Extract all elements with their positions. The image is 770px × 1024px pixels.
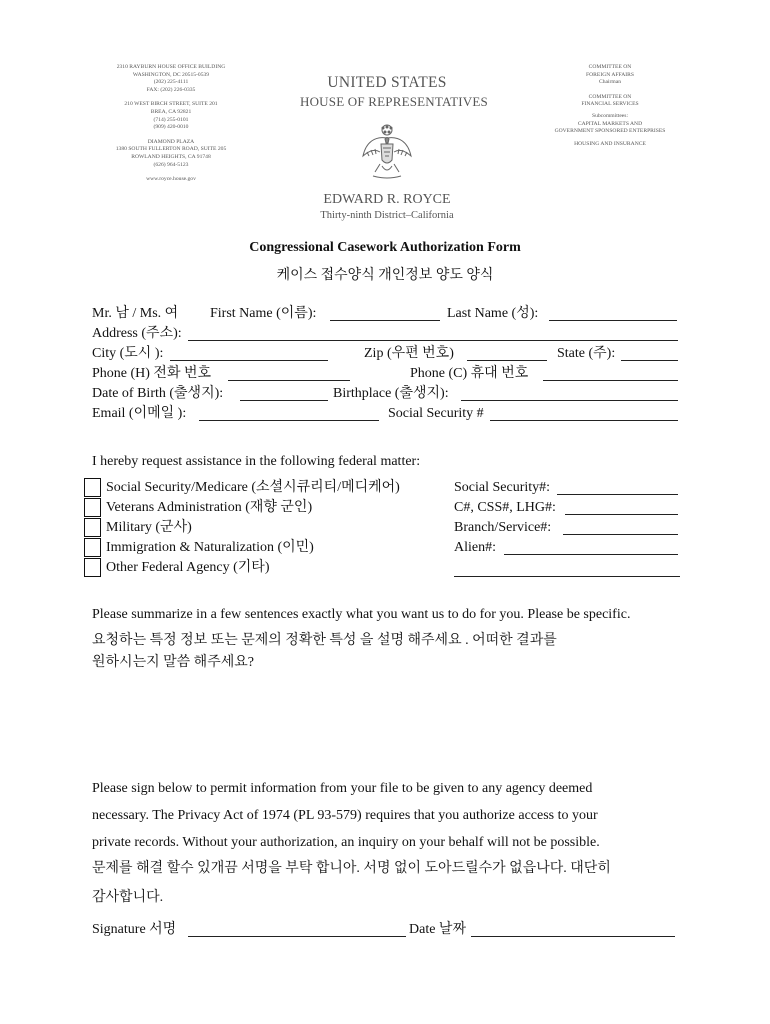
address-line: BREA, CA 92821 [150,108,192,115]
committee-line: COMMITTEE ON [588,93,632,100]
first-name-label: First Name (이름): [210,306,317,321]
other-agency-field[interactable] [454,561,680,577]
zip-field[interactable] [467,345,547,361]
option-label: Social Security/Medicare (소셜시큐리티/메디케어) [106,480,400,495]
city-label: City (도시 ): [92,346,164,361]
phone-home-field[interactable] [228,365,350,381]
dob-label: Date of Birth (출생지): [92,386,224,401]
summary-instruction-ko: 요청하는 특정 정보 또는 문제의 정확한 특성 을 설명 해주세요 . 어떠한 결과를 [92,633,557,648]
district: Thirty-ninth District–California [320,210,454,221]
email-label: Email (이메일 ): [92,406,187,421]
dc-address [96,64,246,94]
option-label: Immigration & Naturalization (이민) [106,540,314,555]
mr-ms-label: Mr. 남 / Ms. 여 [92,306,179,321]
address-line: 1380 SOUTH FULLERTON ROAD, SUITE 205 [115,146,227,153]
birthplace-field[interactable] [461,385,678,401]
alien-number-field[interactable] [504,539,678,555]
address-line: 210 WEST BIRCH STREET, SUITE 201 [124,101,218,108]
first-name-field[interactable] [330,305,440,321]
committee-line: Subcommittees: [591,112,629,119]
city-field[interactable] [170,345,328,361]
other-agency-checkbox[interactable] [84,558,101,577]
privacy-text-2: necessary. The Privacy Act of 1974 (PL 93-579) requires that you authorize access to your [92,808,598,823]
address-field[interactable] [188,325,678,341]
committee-line: FOREIGN AFFAIRS [586,71,634,78]
state-field[interactable] [621,345,678,361]
claim-number-field[interactable] [565,499,678,515]
website: www.royce.house.gov [146,176,196,183]
address-line: ROWLAND HEIGHTS, CA 91748 [131,153,211,160]
social-security-checkbox[interactable] [84,478,101,497]
form-title: Congressional Casework Authorization Form [249,240,521,255]
privacy-text-ko-1: 문제를 해결 할수 있개끔 서명을 부탁 합니아. 서명 없이 도아드릴수가 없읍나다. 대단히 [92,861,611,876]
email-field[interactable] [199,405,379,421]
veterans-checkbox[interactable] [84,498,101,517]
form-subtitle: 케이스 접수양식 개인정보 양도 양식 [276,268,494,283]
address-line: 2310 RAYBURN HOUSE OFFICE BUILDING [116,64,226,70]
address-line: WASHINGTON, DC 20515-0539 [132,71,210,78]
office-addresses [96,64,246,184]
privacy-text-1: Please sign below to permit information from your file to be given to any agency deemed [92,781,593,796]
representative-name: EDWARD R. ROYCE [323,192,451,207]
branch-service-field[interactable] [563,519,678,535]
address-line: FAX: (202) 226-0335 [146,86,196,93]
privacy-text-ko-2: 감사합니다. [92,890,164,905]
eagle-seal-icon [361,122,413,182]
dob-field[interactable] [240,385,328,401]
letterhead-title [300,73,488,110]
title-line-1: UNITED STATES [327,74,447,91]
option-label: Military (군사) [106,520,192,535]
option-label: Veterans Administration (재향 군인) [106,500,313,515]
option-field-label: Branch/Service#: [454,520,552,535]
date-field[interactable] [471,921,675,937]
social-security-number-field[interactable] [557,479,678,495]
last-name-label: Last Name (성): [447,306,539,321]
phone-cell-field[interactable] [543,365,678,381]
phone-home-label: Phone (H) 전화 번호 [92,366,212,381]
state-label: State (주): [557,346,616,361]
committee-line: Chairman [598,79,622,86]
request-intro: I hereby request assistance in the following federal matter: [92,454,421,469]
option-field-label: Social Security#: [454,480,551,495]
ssn-label: Social Security # [388,406,484,421]
birthplace-label: Birthplace (출생지): [333,386,449,401]
address-line: (626) 964-5123 [153,161,189,168]
immigration-checkbox[interactable] [84,538,101,557]
option-field-label: C#, CSS#, LHG#: [454,500,556,515]
privacy-text-3: private records. Without your authorization, an inquiry on your behalf will not be possible. [92,835,600,850]
committee-line: COMMITTEE ON [588,64,632,70]
committees [548,64,672,148]
signature-label: Signature 서명 [92,922,177,937]
ssn-field[interactable] [490,405,678,421]
summary-instruction: Please summarize in a few sentences exactly what you want us to do for you. Please be specific. [92,607,631,622]
address-line: (909) 420-0010 [153,124,189,131]
committee-line: HOUSING AND INSURANCE [574,140,646,147]
rowland-address [96,139,246,169]
brea-address [96,101,246,131]
summary-instruction-ko-2: 원하시는지 말씀 해주세요? [92,655,254,670]
military-checkbox[interactable] [84,518,101,537]
committee-line: GOVERNMENT SPONSORED ENTERPRISES [554,128,666,135]
date-label: Date 날짜 [409,922,466,937]
option-field-label: Alien#: [454,540,496,555]
address-line: DIAMOND PLAZA [147,138,195,145]
committee-line: CAPITAL MARKETS AND [577,120,643,127]
address-label: Address (주소): [92,326,182,341]
representative-name-block [300,191,474,223]
title-line-2: HOUSE OF REPRESENTATIVES [300,94,488,109]
summary-area[interactable] [92,680,678,770]
zip-label: Zip (우편 번호) [364,346,454,361]
last-name-field[interactable] [549,305,677,321]
address-line: (202) 225-4111 [153,79,189,86]
signature-field[interactable] [188,921,406,937]
address-line: (714) 255-0101 [153,116,189,123]
option-label: Other Federal Agency (기타) [106,560,270,575]
phone-cell-label: Phone (C) 휴대 번호 [410,366,529,381]
committee-line: FINANCIAL SERVICES [581,101,639,108]
